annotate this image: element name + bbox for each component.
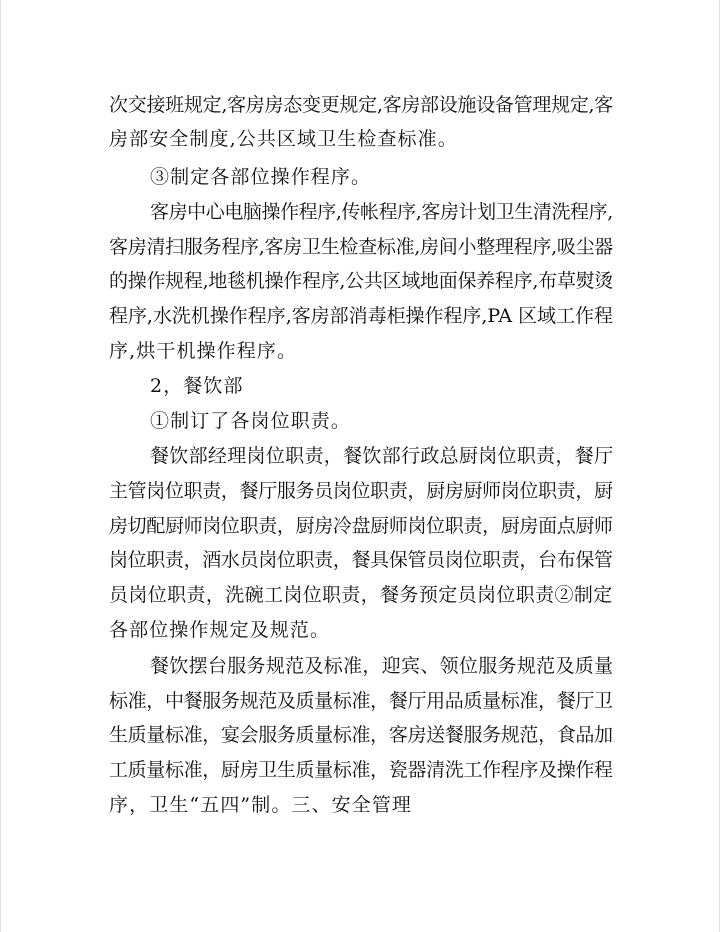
text-line: 各部位操作规定及规范。 xyxy=(109,619,331,641)
text-line: 序,烘干机操作程序。 xyxy=(109,340,298,362)
text-line: 标准，中餐服务规范及质量标准，餐厅用品质量标准，餐厅卫 xyxy=(109,690,613,712)
text-line: 工质量标准，厨房卫生质量标准，瓷器清洗工作程序及操作程 xyxy=(109,759,613,781)
text-line: 的操作规程,地毯机操作程序,公共区域地面保养程序,布草熨烫 xyxy=(109,270,614,292)
text-line: 客房清扫服务程序,客房卫生检查标准,房间小整理程序,吸尘器 xyxy=(109,236,614,258)
section-heading: 2，餐饮部 xyxy=(150,375,244,397)
text-line: 程序,水洗机操作程序,客房部消毒柜操作程序,PA 区域工作程 xyxy=(109,305,613,327)
text-line: 餐饮摆台服务规范及标准，迎宾、领位服务规范及质量 xyxy=(150,655,614,677)
text-line: 房切配厨师岗位职责，厨房冷盘厨师岗位职责，厨房面点厨师 xyxy=(109,515,613,537)
text-line: 客房中心电脑操作程序,传帐程序,客房计划卫生清洗程序, xyxy=(150,201,613,223)
text-line: 主管岗位职责，餐厅服务员岗位职责，厨房厨师岗位职责，厨 xyxy=(109,480,613,502)
text-line: 岗位职责，酒水员岗位职责，餐具保管员岗位职责，台布保管 xyxy=(109,549,613,571)
text-line: 次交接班规定,客房房态变更规定,客房部设施设备管理规定,客 xyxy=(109,94,614,116)
text-line: 房部安全制度,公共区域卫生检查标准。 xyxy=(109,128,458,150)
text-line: ③制定各部位操作程序。 xyxy=(150,166,372,188)
text-line: ①制订了各岗位职责。 xyxy=(150,410,352,432)
text-line: 生质量标准，宴会服务质量标准，客房送餐服务规范，食品加 xyxy=(109,724,613,746)
text-line: 序，卫生“五四”制。三、安全管理 xyxy=(109,794,413,816)
text-line: 员岗位职责，洗碗工岗位职责，餐务预定员岗位职责②制定 xyxy=(109,584,613,606)
text-line: 餐饮部经理岗位职责，餐饮部行政总厨岗位职责，餐厅 xyxy=(150,445,614,467)
